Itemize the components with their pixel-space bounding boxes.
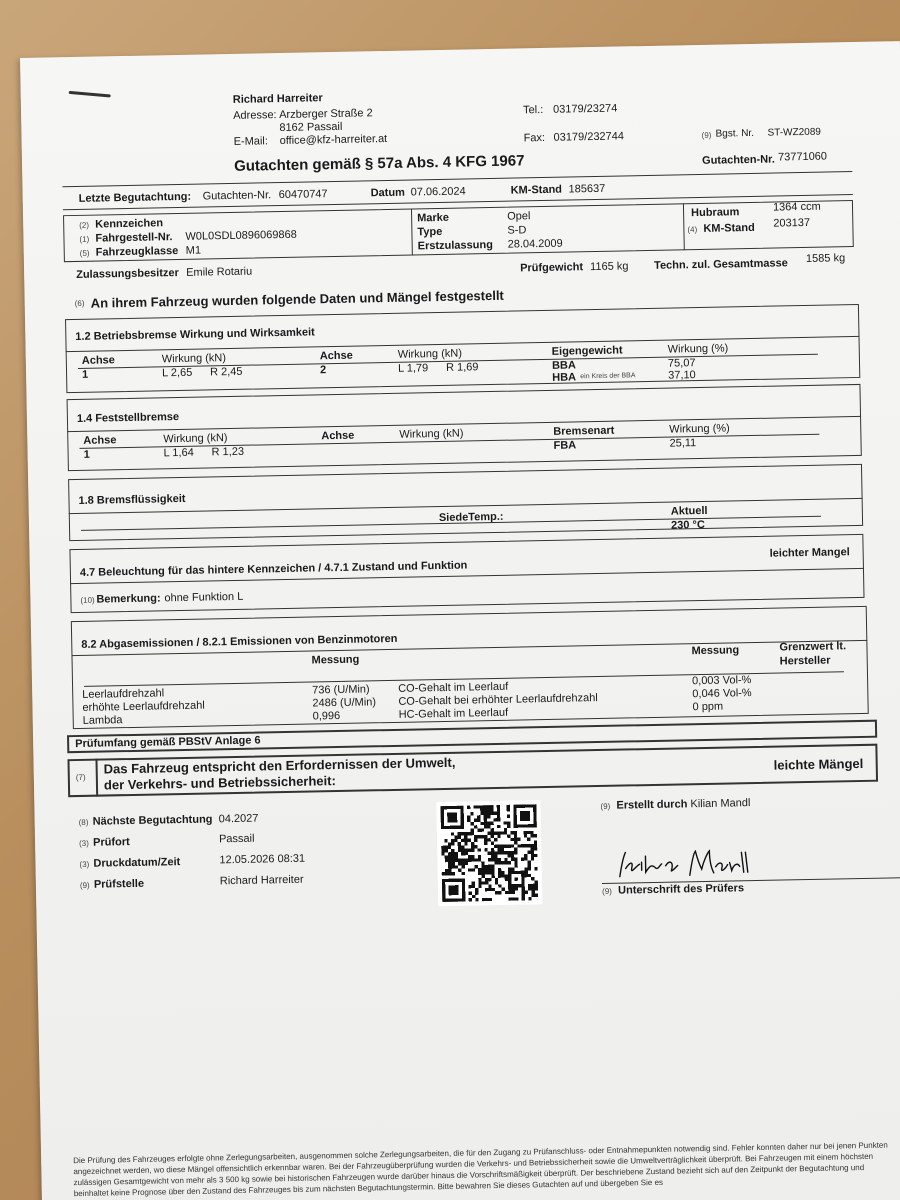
last-gutachten-label: Gutachten-Nr.	[202, 189, 272, 203]
s82-row3-val: 0,996	[312, 709, 341, 723]
report-nr-label: Gutachten-Nr.	[701, 153, 775, 167]
besitzer-label: Zulassungsbesitzer	[76, 266, 179, 281]
section-1-8-title: 1.8 Bremsflüssigkeit	[78, 492, 186, 507]
section-1-4-title: 1.4 Feststellbremse	[76, 411, 180, 425]
address-line1: Arzberger Straße 2	[279, 107, 373, 122]
num-9c: (9)	[602, 886, 612, 896]
num-8: (8)	[78, 817, 89, 828]
s14-h-wirkp: Wirkung (%)	[669, 422, 730, 436]
section-1-2-title: 1.2 Betriebsbremse Wirkung und Wirksamkeit	[75, 326, 315, 343]
s12-h-wirk1: Wirkung (kN)	[161, 352, 227, 366]
s14-fba: FBA	[553, 439, 577, 452]
address-line2: 8162 Passail	[279, 120, 343, 135]
erstzulassung-value: 28.04.2009	[507, 237, 563, 251]
last-datum-value: 07.06.2024	[410, 185, 466, 199]
report-nr-value: 73771060	[777, 150, 828, 164]
klasse-label: Fahrzeugklasse	[95, 244, 179, 259]
email-label: E-Mail:	[233, 135, 268, 148]
s12-hba-value: 37,10	[668, 369, 696, 382]
s14-h-wirk2: Wirkung (kN)	[399, 427, 464, 441]
remark-label: Bemerkung:	[96, 592, 161, 606]
section-8-2-title: 8.2 Abgasemissionen / 8.2.1 Emissionen von Benzinmotoren	[81, 632, 398, 651]
qr-code-graphic	[440, 804, 538, 902]
verdict-num: (7)	[75, 772, 86, 783]
last-km-value: 185637	[568, 182, 606, 196]
s82-row2-label: erhöhte Leerlaufdrehzahl	[82, 699, 205, 714]
s12-h-eigen: Eigengewicht	[551, 344, 623, 358]
num-3a: (3)	[79, 838, 89, 849]
s82-row3-mess: 0 ppm	[692, 700, 724, 714]
hubraum-value: 1364 ccm	[772, 200, 821, 214]
qr-code	[436, 800, 542, 906]
address-label: Adresse:	[233, 109, 277, 122]
s82-h-mess1: Messung	[311, 653, 360, 667]
num-1: (1)	[79, 234, 90, 244]
s82-row3-label: Lambda	[82, 714, 123, 727]
fax-value: 03179/232744	[553, 130, 625, 144]
s14-h-achse1: Achse	[83, 434, 117, 447]
last-km-label: KM-Stand	[510, 183, 563, 197]
findings-num: (6)	[74, 298, 85, 308]
druckdatum-label: Druckdatum/Zeit	[93, 856, 181, 870]
marke-value: Opel	[507, 210, 531, 223]
num-3b: (3)	[79, 859, 90, 870]
s14-h-art: Bremsenart	[553, 424, 615, 438]
pruefumfang-text: Prüfumfang gemäß PBStV Anlage 6	[75, 734, 261, 751]
erstellt-label: Erstellt durch	[616, 798, 688, 812]
s12-hba: HBA	[552, 371, 577, 384]
druckdatum-value: 12.05.2026 08:31	[219, 852, 306, 867]
unterschrift-label: Unterschrift des Prüfers	[617, 882, 745, 897]
besitzer-value: Emile Rotariu	[186, 265, 253, 279]
s12-a2: 2	[319, 364, 327, 377]
pruefgewicht-label: Prüfgewicht	[520, 261, 584, 275]
s82-row2-name: CO-Gehalt bei erhöhter Leerlaufdrehzahl	[398, 692, 598, 708]
pruefstelle-value: Richard Harreiter	[219, 873, 304, 888]
num-2: (2)	[79, 220, 90, 230]
num-9a: (9)	[79, 880, 90, 891]
verdict-result: leichte Mängel	[773, 755, 864, 773]
verdict-line1: Das Fahrzeug entspricht den Erfordernissen der Umwelt,	[103, 754, 456, 777]
gesamtmasse-label: Techn. zul. Gesamtmasse	[653, 257, 788, 272]
findings-title: An ihrem Fahrzeug wurden folgende Daten und Mängel festgestellt	[90, 287, 504, 311]
num-4: (4)	[687, 225, 698, 235]
tel-value: 03179/23274	[552, 102, 618, 116]
aktuell-value: 230 °C	[670, 518, 705, 532]
fax-label: Fax:	[523, 131, 546, 145]
s82-row2-mess: 0,046 Vol-%	[692, 687, 752, 701]
num-9b: (9)	[600, 801, 611, 811]
hubraum-label: Hubraum	[690, 206, 740, 220]
verdict-line2: der Verkehrs- und Betriebssicherheit:	[103, 773, 336, 793]
s12-a2r: R 1,69	[445, 361, 479, 374]
pen-mark	[69, 91, 111, 98]
inspection-report-page	[20, 41, 900, 1200]
s12-hba-note: ein Kreis der BBA	[580, 372, 636, 381]
s12-h-achse2: Achse	[319, 349, 353, 363]
remark-num: (10)	[80, 595, 95, 605]
s82-row2-val: 2486 (U/Min)	[312, 696, 377, 710]
next-inspection-value: 04.2027	[218, 812, 259, 826]
company-name: Richard Harreiter	[232, 92, 323, 106]
tel-label: Tel.:	[522, 103, 544, 117]
email-value: office@kfz-harreiter.at	[279, 132, 388, 148]
s14-a1r: R 1,23	[211, 445, 245, 459]
s12-a1r: R 2,45	[209, 365, 243, 379]
examiner-signature	[615, 844, 756, 885]
s12-h-wirk2: Wirkung (kN)	[397, 347, 463, 361]
fahrgestell-label: Fahrgestell-Nr.	[95, 231, 173, 245]
section-4-7-title: 4.7 Beleuchtung für das hintere Kennzeichen / 4.7.1 Zustand und Funktion	[79, 559, 468, 579]
s82-row1-name: CO-Gehalt im Leerlauf	[398, 680, 509, 695]
kennzeichen-label: Kennzeichen	[95, 217, 164, 231]
s82-h-grenz2: Hersteller	[779, 654, 831, 668]
gesamtmasse-value: 1585 kg	[805, 252, 846, 265]
typ-label: Type	[417, 225, 443, 239]
num-5: (5)	[79, 248, 90, 258]
last-gutachten-value: 60470747	[278, 188, 328, 202]
s12-h-wirkp: Wirkung (%)	[667, 342, 729, 356]
last-datum-label: Datum	[370, 186, 406, 200]
typ-value: S-D	[507, 224, 527, 237]
bgst-number: (9)	[701, 130, 712, 140]
erstzulassung-label: Erstzulassung	[417, 238, 493, 253]
vehicle-km-label: KM-Stand	[703, 221, 755, 235]
erstellt-value: Kilian Mandl	[690, 797, 751, 811]
bgst-label: Bgst. Nr.	[715, 127, 755, 140]
s82-h-grenz1: Grenzwert lt.	[779, 640, 847, 654]
next-inspection-label: Nächste Begutachtung	[92, 813, 213, 828]
aktuell-label: Aktuell	[670, 504, 708, 518]
signature-graphic	[615, 844, 756, 885]
bgst-value: ST-WZ2089	[767, 126, 822, 139]
s82-h-mess2: Messung	[691, 644, 740, 658]
s12-a2l: L 1,79	[397, 362, 429, 375]
s14-h-achse2: Achse	[321, 429, 355, 443]
last-inspection-label: Letzte Begutachtung:	[78, 190, 192, 205]
remark-value: ohne Funktion L	[164, 590, 244, 605]
s82-row3-name: HC-Gehalt im Leerlauf	[398, 706, 509, 721]
section-4-7-severity: leichter Mangel	[769, 546, 850, 560]
s82-row1-mess: 0,003 Vol-%	[691, 674, 752, 688]
report-title: Gutachten gemäß § 57a Abs. 4 KFG 1967	[233, 152, 525, 175]
marke-label: Marke	[417, 211, 450, 225]
s12-a1l: L 2,65	[161, 366, 193, 380]
s12-h-achse1: Achse	[81, 354, 115, 367]
s14-h-wirk1: Wirkung (kN)	[163, 432, 228, 446]
s12-bba-value: 75,07	[667, 357, 696, 370]
siede-label: SiedeTemp.:	[438, 510, 504, 525]
s14-a1l: L 1,64	[163, 446, 194, 460]
klasse-value: M1	[185, 244, 202, 257]
s14-a1: 1	[83, 448, 90, 461]
section-1-8-box	[68, 464, 863, 541]
s14-fba-value: 25,11	[669, 437, 697, 450]
s12-bba: BBA	[551, 359, 576, 372]
footer-disclaimer: Die Prüfung des Fahrzeuges erfolgte ohne Zerlegungsarbeiten, ausgenommen solche Zerlegungsarbeiten, die für den Zugang zu Prüfanschluss- oder Entnahmepunkten notwendig sind. Fehler konnten daher nur bei jenen Punkten angezeichnet werden, wo diese Mängel offensichtlich erkennbar waren. Bei der Fahrzeugüberprüfung wurden die Verkehrs- und Betriebssicherheit sowie die Umweltverträglichkeit überprüft. Bei Fahrzeugen mit einem höchsten zulässigen Gesamtgewicht von mehr als 3 500 kg sowie bei historischen Fahrzeugen wurde darüber hinaus die Vorschriftsmäßigkeit überprüft. Der beschriebene Zustand bezieht sich auf den Zeitpunkt der Begutachtung und beinhaltet keine Prognose über den Zustand des Fahrzeuges bis zum nächsten Begutachtungstermin. Bitte bewahren Sie dieses Gutachten auf und übergeben Sie es	[73, 1140, 888, 1199]
fahrgestell-value: W0L0SDL0896069868	[185, 228, 297, 243]
pruefstelle-label: Prüfstelle	[93, 877, 145, 891]
s82-row1-val: 736 (U/Min)	[312, 683, 370, 697]
s12-a1: 1	[81, 368, 89, 381]
pruefgewicht-value: 1165 kg	[590, 260, 629, 274]
pruefort-label: Prüfort	[92, 836, 130, 849]
vehicle-km-value: 203137	[773, 216, 811, 230]
s82-row1-label: Leerlaufdrehzahl	[82, 687, 165, 701]
pruefort-value: Passail	[218, 832, 255, 846]
